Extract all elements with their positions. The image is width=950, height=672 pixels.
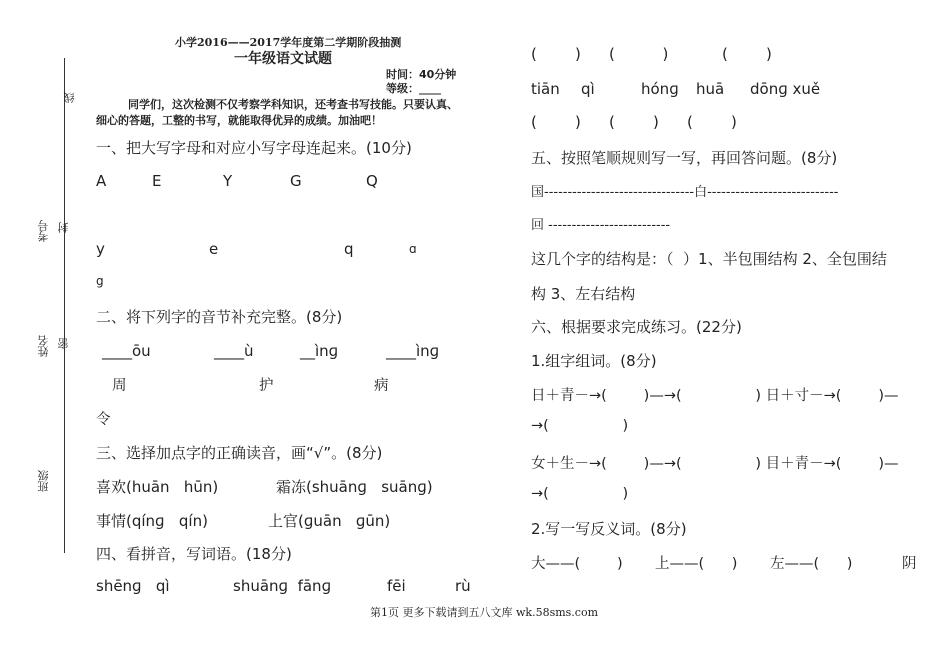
q4-title: 四、看拼音，写词语。(18分) (96, 545, 292, 563)
syllable-char: 令 (96, 412, 111, 428)
exam-no-label: 考号 (37, 220, 50, 242)
structure-question: 这几个字的结构是：（ ）1、半包围结构 2、全包围结 (531, 250, 887, 268)
lower-letter: g (96, 274, 104, 288)
pinyin-word: huā (696, 80, 725, 98)
stroke-order-line: 回 -------------------------- (531, 218, 671, 233)
syllable-char: 周 (112, 378, 127, 394)
pinyin-word: hónɡ (641, 80, 679, 98)
q6-subtitle: 2.写一写反义词。(8分) (531, 520, 687, 538)
pinyin-word: rù (455, 577, 471, 595)
pinyin-word: dōnɡ xuě (750, 80, 821, 98)
upper-letter: E (152, 172, 162, 190)
pinyin-word: qì (581, 80, 595, 98)
antonym-item: 阴 (902, 556, 917, 572)
syllable-char: 病 (374, 378, 389, 394)
upper-letter: Q (366, 172, 378, 190)
syllable-blank: __ìnɡ (300, 342, 339, 360)
q3-title: 三、选择加点字的正确读音，画“√”。(8分) (96, 444, 383, 462)
upper-letter: G (290, 172, 302, 190)
q5-title: 五、按照笔顺规则写一写，再回答问题。(8分) (531, 149, 838, 167)
antonym-item: 左——( ) (770, 556, 853, 572)
answer-parens: ( ) (609, 113, 659, 131)
class-label: 班级 (37, 470, 50, 492)
mi-label: 密 (57, 338, 70, 349)
exam-time: 时间：40分钟 (386, 68, 457, 81)
q3-option: 上官(ɡuān ɡūn) (268, 512, 391, 530)
exam-title: 小学2016——2017学年度第二学期阶段抽测 (175, 36, 402, 49)
answer-parens: ( ) (722, 45, 772, 63)
q1-title: 一、把大写字母和对应小写字母连起来。(10分) (96, 139, 412, 157)
stroke-order-line: 国--------------------------------白---------------------------- (531, 185, 839, 200)
exam-subtitle: 一年级语文试题 (234, 51, 332, 67)
seal-label: 封 (57, 222, 70, 233)
word-build-line: →( ) (531, 418, 629, 434)
page-footer: 第1页 更多下载请到五八文库 wk.58sms.com (370, 606, 598, 619)
exam-grade: 等级：____ (386, 82, 441, 95)
q3-option: 事情(qínɡ qín) (96, 512, 208, 530)
syllable-blank: ____ōu (102, 342, 151, 360)
upper-letter: A (96, 172, 107, 190)
answer-parens: ( ) (531, 113, 581, 131)
binding-line (64, 58, 65, 553)
upper-letter: Y (223, 172, 233, 190)
pinyin-word: tiān (531, 80, 560, 98)
pinyin-word: shēnɡ qì (96, 577, 170, 595)
q3-option: 霜冻(shuānɡ suānɡ) (276, 478, 433, 496)
lower-letter: ɑ (409, 242, 417, 256)
word-build-line: →( ) (531, 486, 629, 502)
syllable-blank: ____ìnɡ (386, 342, 440, 360)
q2-title: 二、将下列字的音节补充完整。(8分) (96, 308, 343, 326)
word-build-line: 女＋生－→( )—→( ) 目＋青－→( )— (531, 456, 899, 472)
lower-letter: y (96, 240, 105, 258)
syllable-char: 护 (259, 378, 274, 394)
lower-letter: e (209, 240, 219, 258)
intro-line-2: 细心的答题，工整的书写，就能取得优异的成绩。加油吧！ (96, 114, 382, 127)
answer-parens: ( ) (531, 45, 581, 63)
q3-option: 喜欢(huān hūn) (96, 478, 219, 496)
name-label: 姓名 (37, 335, 50, 357)
intro-line-1: 同学们，这次检测不仅考察学科知识，还考查书写技能。只要认真、 (128, 98, 458, 111)
q6-title: 六、根据要求完成练习。(22分) (531, 318, 742, 336)
answer-parens: ( ) (687, 113, 737, 131)
antonym-item: 上——( ) (655, 556, 738, 572)
binding-line-label: 线 (63, 92, 76, 103)
syllable-blank: ____ù (214, 342, 254, 360)
lower-letter: q (344, 240, 354, 258)
q6-subtitle: 1.组字组词。(8分) (531, 352, 657, 370)
pinyin-word: shuānɡ fānɡ (233, 577, 332, 595)
antonym-item: 大——( ) (531, 556, 623, 572)
pinyin-word: fēi (387, 577, 406, 595)
word-build-line: 日＋青－→( )—→( ) 日＋寸－→( )— (531, 388, 899, 404)
structure-question: 构 3、左右结构 (531, 285, 636, 303)
answer-parens: ( ) (609, 45, 669, 63)
